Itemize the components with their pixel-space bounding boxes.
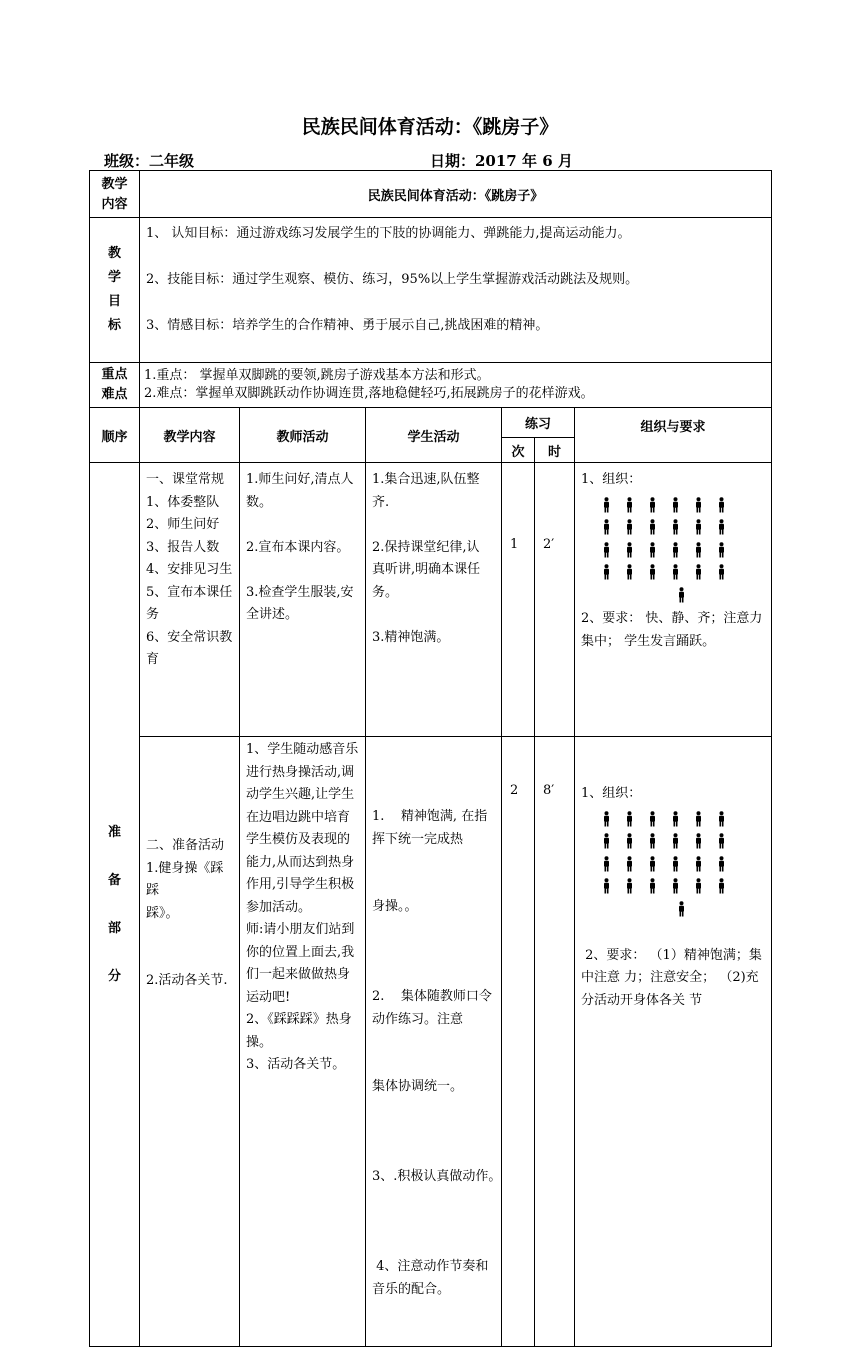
row1-org: 1、组织： 2、要求： 快、静、齐；注意力集中； 学生发言踊跃。 xyxy=(575,463,772,737)
person-icon xyxy=(599,856,614,872)
req-title: 2、要求： xyxy=(581,947,646,963)
org-title: 1、组织： xyxy=(581,472,642,487)
person-icon xyxy=(599,497,614,513)
row1-student: 1.集合迅速,队伍整 齐. 2.保持课堂纪律,认 真听讲,明确本课任 务。 3.精神饱满。 xyxy=(366,463,502,737)
header-content: 教学内容 xyxy=(140,408,240,463)
person-icon xyxy=(599,878,614,894)
person-icon xyxy=(645,811,660,827)
person-icon xyxy=(645,542,660,558)
goal-cognitive: 1、 认知目标：通过游戏练习发展学生的下肢的协调能力、弹跳能力,提高运动能力。 xyxy=(146,226,631,241)
person-icon xyxy=(691,833,706,849)
goals-cell xyxy=(140,218,772,363)
person-icon xyxy=(599,833,614,849)
person-icon xyxy=(622,497,637,513)
person-icon xyxy=(691,856,706,872)
person-icon xyxy=(668,497,683,513)
person-icon xyxy=(622,519,637,535)
person-icon xyxy=(622,833,637,849)
person-icon xyxy=(645,833,660,849)
person-icon xyxy=(622,542,637,558)
person-icon xyxy=(622,564,637,580)
person-icon xyxy=(599,811,614,827)
row1-times: 1 xyxy=(502,463,535,737)
person-icon xyxy=(668,519,683,535)
goal-affective: 3、情感目标：培养学生的合作精神、勇于展示自己,挑战困难的精神。 xyxy=(146,318,549,333)
person-icon xyxy=(645,564,660,580)
person-icon xyxy=(645,856,660,872)
section-label: 准 备 部 分 xyxy=(90,463,140,1347)
person-icon xyxy=(691,519,706,535)
page-title: 民族民间体育活动：《跳房子》 xyxy=(301,116,559,138)
person-icon xyxy=(691,542,706,558)
goal-skill: 2、技能目标：通过学生观察、模仿、练习，95%以上学生掌握游戏活动跳法及规则。 xyxy=(146,272,639,287)
person-icon xyxy=(714,519,729,535)
person-icon xyxy=(599,542,614,558)
row2-content: 二、准备活动 1.健身操《踩踩 踩》。 2.活动各关节. xyxy=(140,737,240,1347)
key-label: 重点 难点 xyxy=(90,363,140,408)
lesson-plan-table xyxy=(89,170,772,1347)
header-org: 组织与要求 xyxy=(575,408,772,463)
row1-duration: 2′ xyxy=(535,463,575,737)
header-practice: 练习 xyxy=(502,408,575,438)
person-icon xyxy=(622,811,637,827)
header-order: 顺序 xyxy=(90,408,140,463)
content-value: 民族民间体育活动：《跳房子》 xyxy=(140,171,772,218)
person-icon xyxy=(622,856,637,872)
header-student: 学生活动 xyxy=(366,408,502,463)
person-icon xyxy=(691,564,706,580)
org-title: 1、组织： xyxy=(581,786,642,801)
row2-teacher: 1、学生随动感音乐 进行热身操活动,调 动学生兴趣,让学生 在边唱边跳中培育 学生模仿及表现的 能力,从而达到热身 作用,引导学生积极 参加活动。 师:请小朋友们站到 你的位置上面去,我 们一起来做做热身 运动吧! 2、《踩踩踩》热身 操。 3、活动各关节。 xyxy=(240,737,366,1347)
goals-label: 教 学 目 标 xyxy=(90,218,140,363)
row1-teacher: 1.师生问好,清点人 数。 2.宣布本课内容。 3.检查学生服装,安 全讲述。 xyxy=(240,463,366,737)
row2-duration: 8′ xyxy=(535,737,575,1347)
person-icon xyxy=(645,519,660,535)
header-teacher: 教师活动 xyxy=(240,408,366,463)
person-icon xyxy=(714,564,729,580)
person-icon xyxy=(645,878,660,894)
formation-grid xyxy=(599,808,767,921)
person-icon xyxy=(674,587,689,603)
person-icon xyxy=(645,497,660,513)
person-icon xyxy=(622,878,637,894)
difficult-point: 2.难点：掌握单双脚跳跃动作协调连贯,落地稳健轻巧,拓展跳房子的花样游戏。 xyxy=(144,386,594,401)
key-points-cell xyxy=(140,363,772,408)
row1-content: 一、课堂常规 1、体委整队 2、师生问好 3、报告人数 4、安排见习生 5、宣布本课任 务 6、安全常识教 育 xyxy=(140,463,240,737)
person-icon xyxy=(674,901,689,917)
person-icon xyxy=(599,519,614,535)
person-icon xyxy=(714,878,729,894)
req-title: 2、要求： xyxy=(581,611,642,626)
person-icon xyxy=(714,542,729,558)
person-icon xyxy=(668,811,683,827)
formation-grid xyxy=(599,494,767,607)
person-icon xyxy=(668,564,683,580)
person-icon xyxy=(691,878,706,894)
person-icon xyxy=(691,497,706,513)
content-label: 教学 内容 xyxy=(90,171,140,218)
person-icon xyxy=(668,878,683,894)
header-times: 次 xyxy=(502,438,535,463)
person-icon xyxy=(714,811,729,827)
person-icon xyxy=(714,856,729,872)
person-icon xyxy=(668,833,683,849)
person-icon xyxy=(668,542,683,558)
row2-org: 1、组织： 2、要求： （1）精神饱满；集中注意 力；注意安全； （2)充分活动开身体各关 节 xyxy=(575,737,772,1347)
person-icon xyxy=(668,856,683,872)
person-icon xyxy=(714,497,729,513)
key-point: 1.重点： 掌握单双脚跳的要领,跳房子游戏基本方法和形式。 xyxy=(144,368,490,383)
row2-times: 2 xyxy=(502,737,535,1347)
class-label: 班级：二年级 xyxy=(104,152,195,170)
row2-student: 1. 精神饱满, 在指 挥下统一完成热 身操。。 2. 集体随教师口令 动作练习。注意 集体协调统一。 3、.积极认真做动作。 4、注意动作节奏和 音乐的配合。 xyxy=(366,737,502,1347)
person-icon xyxy=(714,833,729,849)
date-label: 日期：2017 年 6 月 xyxy=(430,152,573,170)
header-duration: 时 xyxy=(535,438,575,463)
person-icon xyxy=(599,564,614,580)
person-icon xyxy=(691,811,706,827)
